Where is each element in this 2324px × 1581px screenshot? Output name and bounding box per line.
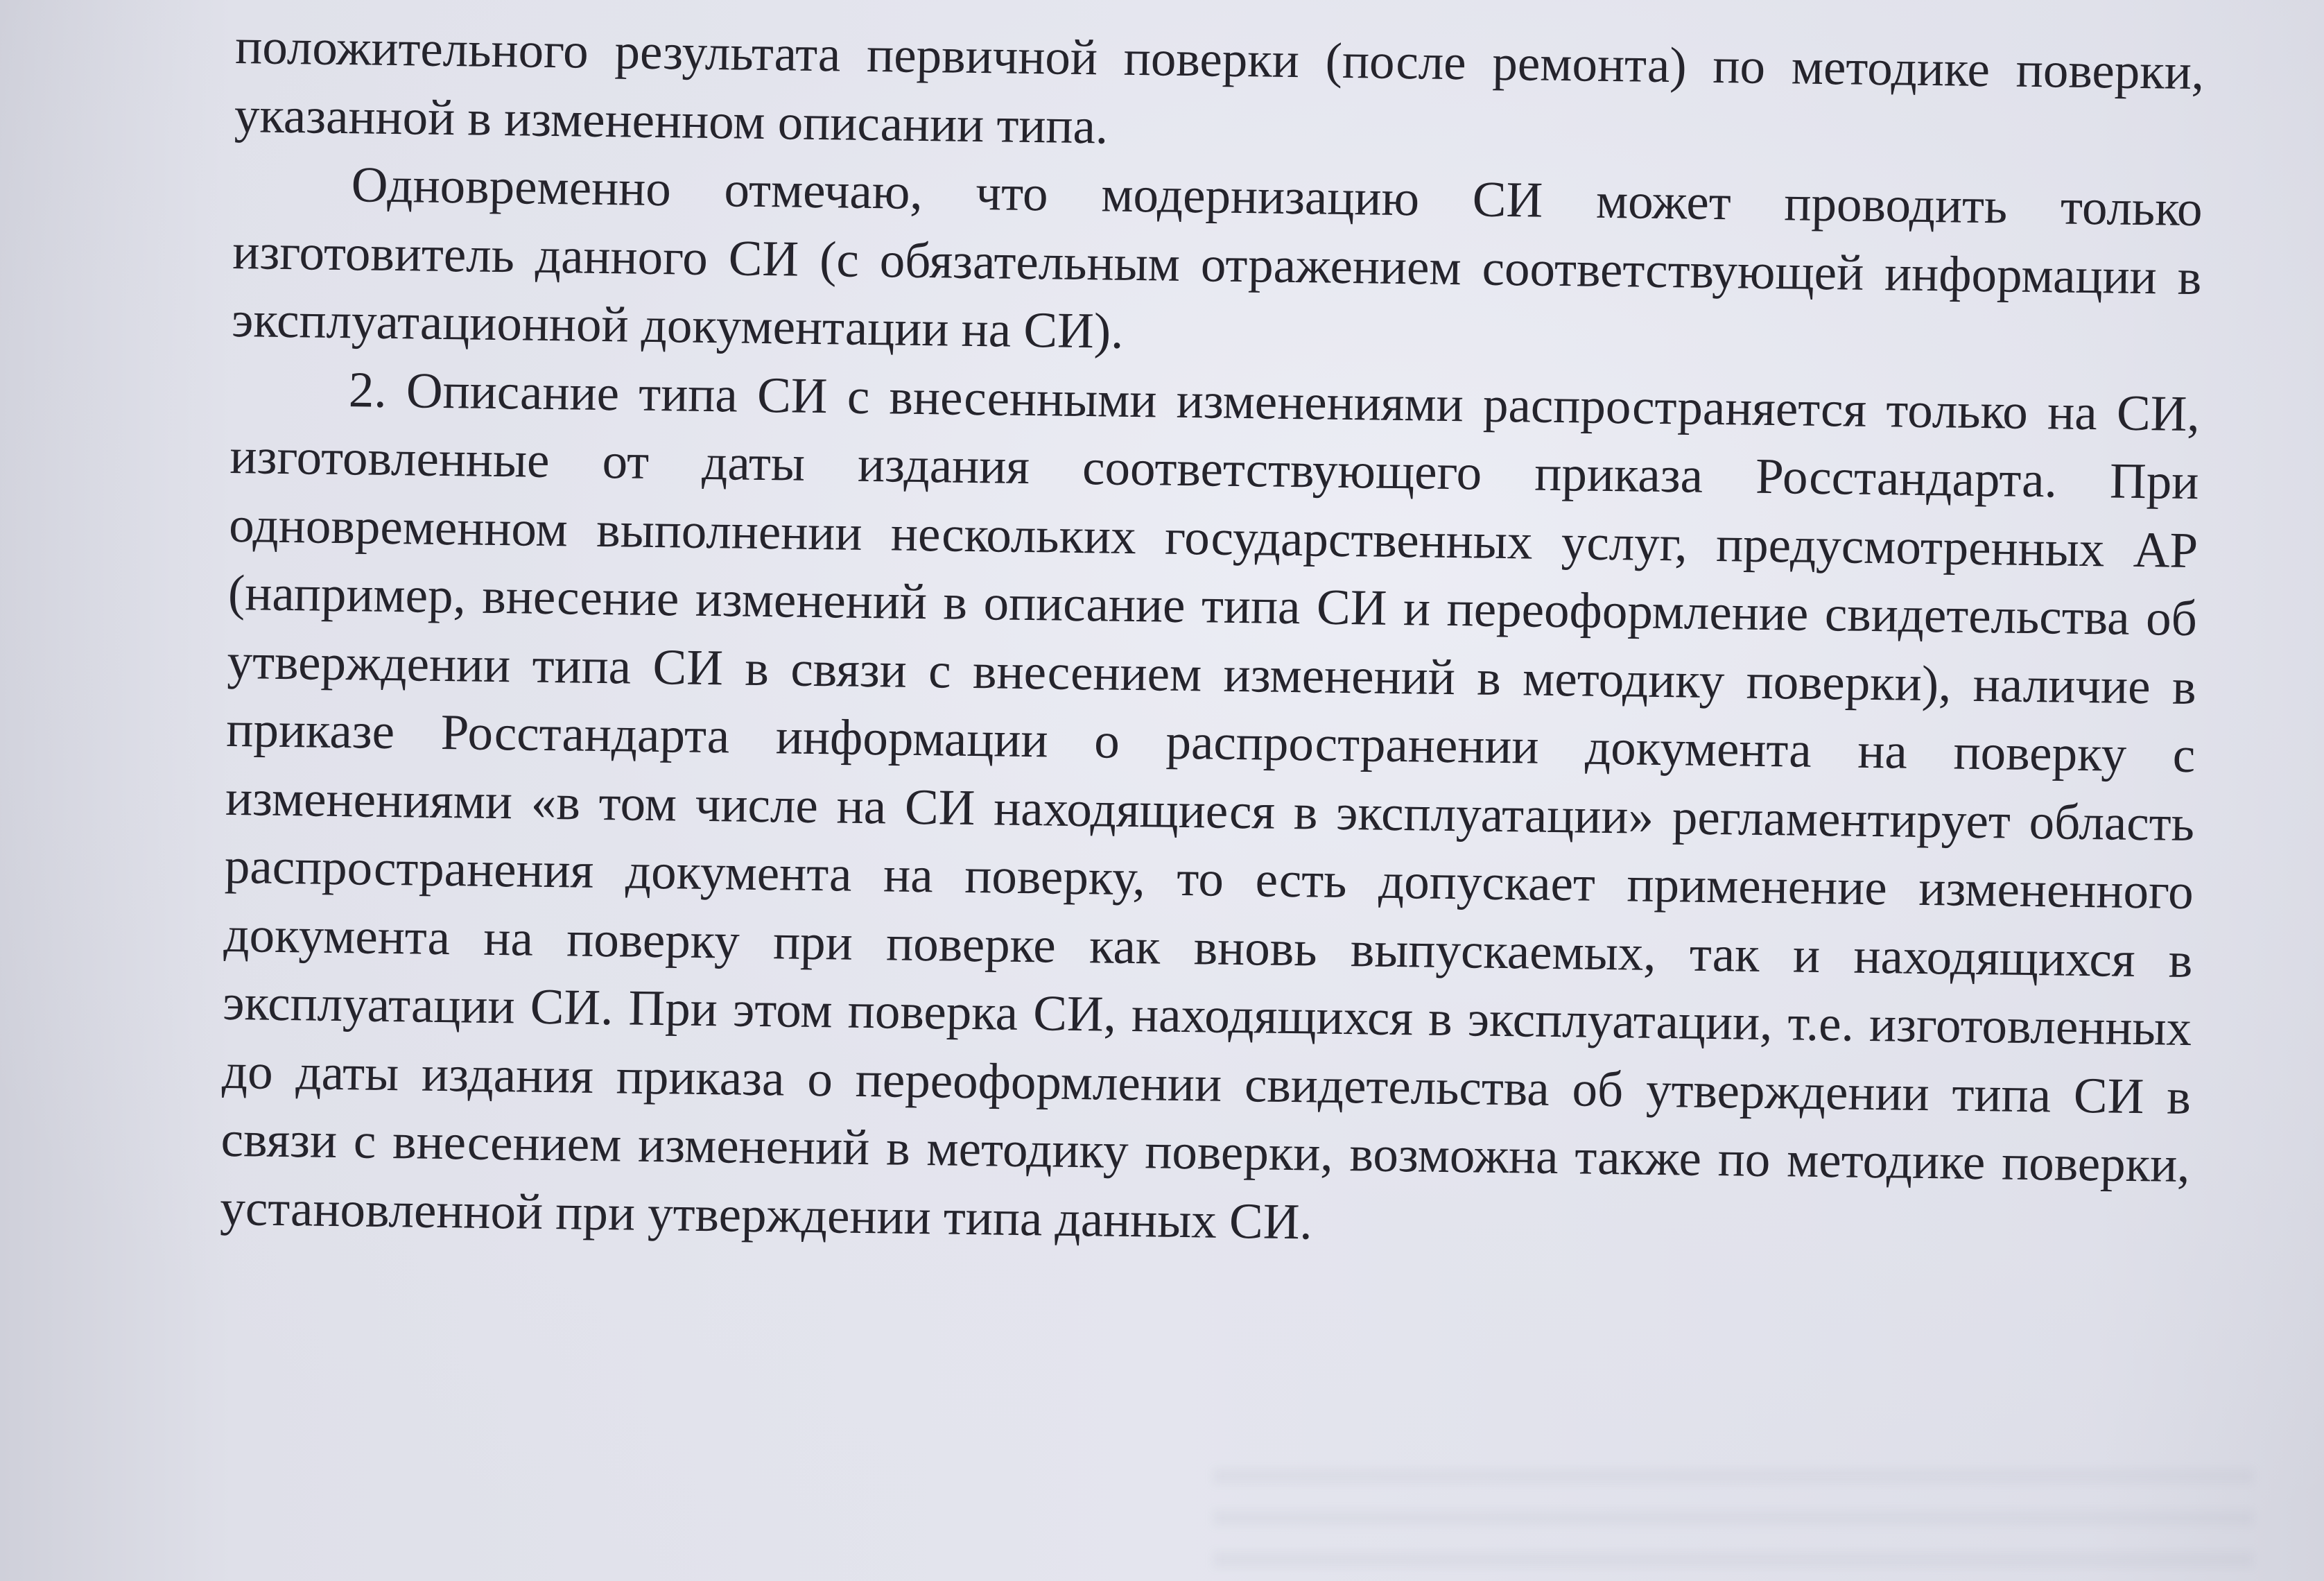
bleed-through-text — [1213, 1463, 2253, 1567]
paragraph-modernization: Одновременно отмечаю, что модернизацию СИ может проводить только изготовитель данного СИ (с обязательным отражением соответствующей информации в эксплуатационной документации на СИ). — [231, 156, 2203, 359]
paragraph-continuation: положительного результата первичной поверки (после ремонта) по методике поверки, указанной в измененном описании типа. — [234, 17, 2205, 154]
document-body — [220, 12, 2205, 1268]
paragraph-item-2: 2. Описание типа СИ с внесенными изменениями распространяется только на СИ, изготовленные от даты издания соответствующего приказа Росстандарта. При одновременном выполнении нескольких государственных услуг, предусмотренных АР (например, внесение изменений в описание типа СИ и переоформление свидетельства об утверждении типа СИ в связи с внесением изменений в методику поверки), наличие в приказе Росстандарта информации о распространении документа на поверку с изменениями «в том числе на СИ находящиеся в эксплуатации» регламентирует область распространения документа на поверку, то есть допускает применение измененного документа на поверку при поверке как вновь выпускаемых, так и находящихся в эксплуатации СИ. При этом поверка СИ, находящихся в эксплуатации, т.е. изготовленных до даты издания приказа о переоформлении свидетельства об утверждении типа СИ в связи с внесением изменений в методику поверки, возможна также по методике поверки, установленной при утверждении типа данных СИ. — [219, 361, 2201, 1250]
